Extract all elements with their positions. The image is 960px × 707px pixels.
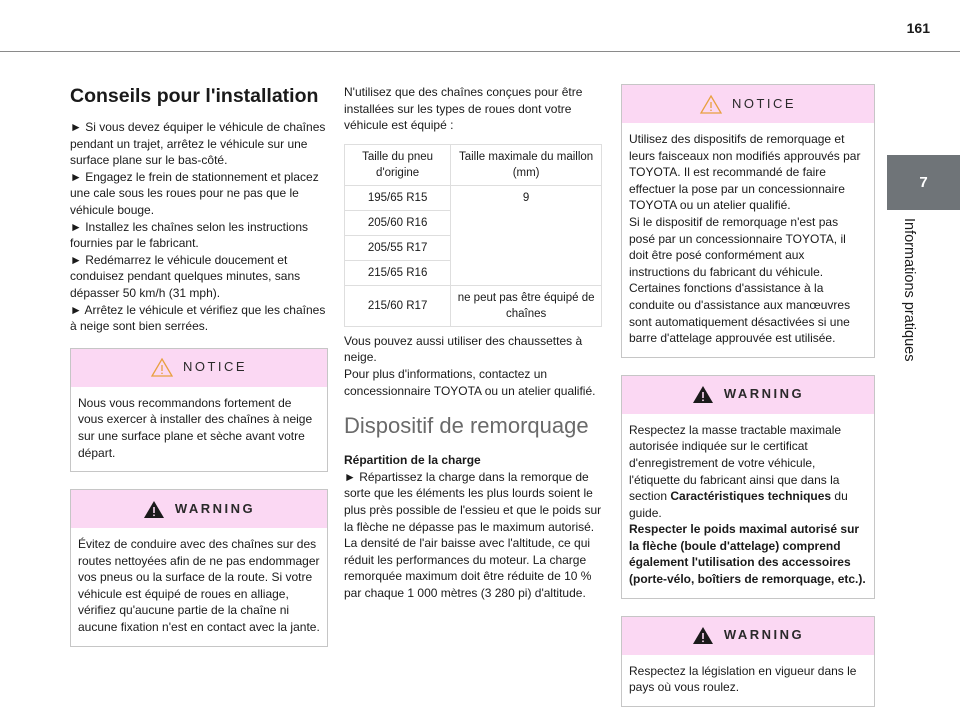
table-header-tire-size: Taille du pneu d'origine: [345, 144, 451, 185]
table-header-link-size: Taille maximale du maillon (mm): [451, 144, 602, 185]
chains-intro: N'utilisez que des chaînes conçues pour être installées sur les types de roues dont votre véhicule est équipé :: [344, 85, 583, 133]
step-5: ► Arrêtez le véhicule et vérifiez que les chaînes à neige sont bien serrées.: [70, 302, 326, 334]
column-3: [621, 84, 875, 707]
notice-title: NOTICE: [182, 359, 248, 375]
notice-title: NOTICE: [731, 95, 797, 111]
notice-paragraph: Si le dispositif de remorquage n'est pas posé par un concessionnaire TOYOTA, il doit être posé conformément aux instructions du fabricant du véhicule.: [629, 214, 846, 279]
section-title-towing: Dispositif de remorquage: [344, 413, 589, 439]
warning-header: [71, 490, 327, 528]
column-1: [70, 84, 328, 647]
notice-header: [622, 85, 874, 123]
load-text: ► Répartissez la charge dans la remorque de sorte que les éléments les plus lourds soient le plus près possible de l'essieu et que le poids sur la flèche ne dépasse pas le maximum autorisé.: [344, 469, 602, 534]
warning-link-specs: Caractéristiques techniques: [670, 489, 832, 504]
section-title-installation: Conseils pour l'installation: [70, 85, 319, 107]
warning-box: [70, 489, 328, 647]
notice-triangle-icon: [151, 358, 173, 377]
warning-triangle-icon: [692, 626, 714, 645]
warning-body: [622, 414, 874, 598]
warning-title: WARNING: [174, 500, 256, 516]
notice-box-towing: [621, 84, 875, 358]
notice-paragraph: Certaines fonctions d'assistance à la conduite ou d'assistance aux manœuvres sont automatiquement désactivées si une barre d'attelage approuvée est utilisée.: [629, 281, 851, 346]
altitude-text: La densité de l'air baisse avec l'altitude, ce qui réduit les performances du moteur. La charge remorquée maximum doit être réduite de 10 % par chaque 1 000 mètres (3 280 pi) d'altitude.: [344, 536, 592, 600]
warning-header: [622, 617, 874, 655]
chapter-label: Informations pratiques: [901, 218, 917, 362]
warning-box-towing-mass: [621, 375, 875, 599]
step-1: ► Si vous devez équiper le véhicule de chaînes pendant un trajet, arrêtez le véhicule sur une surface plane sur le bas-côté.: [70, 120, 326, 168]
notice-box: [70, 348, 328, 472]
warning-text-c: du guide.: [629, 489, 848, 520]
warning-text-a: Respectez la masse tractable maximale autorisée indiquée sur le certificat d'enregistrement de votre véhicule, l'étiquette du fabricant ainsi que dans la section: [629, 422, 842, 504]
header-rule: [0, 51, 960, 52]
warning-bold-paragraph: Respecter le poids maximal autorisé sur la flèche (boule d'attelage) comprend également l'utilisation des accessoires (porte-vélo, boîtiers de remorquage, etc.).: [629, 522, 866, 587]
step-4: ► Redémarrez le véhicule doucement et conduisez pendant quelques minutes, sans dépasser 50 km/h (31 mph).: [70, 252, 301, 300]
warning-header: [622, 376, 874, 414]
table-cell-size: 205/60 R16: [345, 210, 451, 235]
notice-triangle-icon: [700, 95, 722, 114]
warning-triangle-icon: [143, 500, 165, 519]
warning-text: Évitez de conduire avec des chaînes sur des routes nettoyées afin de ne pas endommager vos pneus ou la surface de la route. Si votre véhicule est équipé de roues en alliage, vérifiez qu'aucune partie de la chaîne ni aucune fixation n'est en contact avec la jante.: [78, 537, 320, 635]
table-cell-link-value: ne peut pas être équipé de chaînes: [451, 285, 602, 326]
table-row: [345, 285, 602, 326]
warning-title: WARNING: [723, 386, 805, 402]
column-2: [344, 84, 602, 602]
warning-paragraph: [629, 422, 867, 522]
warning-text: Respectez la législation en vigueur dans le pays où vous roulez.: [629, 663, 857, 695]
page-number: 161: [906, 20, 930, 36]
table-header-row: [345, 144, 602, 185]
contact-text: Pour plus d'informations, contactez un concessionnaire TOYOTA ou un atelier qualifié.: [344, 366, 596, 398]
table-cell-size: 205/55 R17: [345, 235, 451, 260]
notice-body: [622, 123, 874, 357]
load-title: Répartition de la charge: [344, 453, 481, 468]
table-row: [345, 185, 602, 210]
warning-triangle-icon: [692, 385, 714, 404]
warning-box-legislation: [621, 616, 875, 707]
notice-header: [71, 349, 327, 387]
chain-size-table: [344, 144, 602, 327]
table-cell-link-value: 9: [451, 185, 602, 285]
warning-title: WARNING: [723, 627, 805, 643]
table-cell-size: 195/65 R15: [345, 185, 451, 210]
table-cell-size: 215/65 R16: [345, 260, 451, 285]
notice-paragraph: Utilisez des dispositifs de remorquage et leurs faisceaux non modifiés approuvés par TOYOTA. Il est recommandé de faire effectuer la pose par un concessionnaire TOYOTA ou un atelier qualifié.: [629, 132, 861, 213]
chapter-tab[interactable]: 7: [887, 155, 960, 210]
table-cell-size: 215/60 R17: [345, 285, 451, 326]
step-3: ► Installez les chaînes selon les instructions fournies par le fabricant.: [70, 219, 308, 251]
notice-text: Nous vous recommandons fortement de vous exercer à installer des chaînes à neige sur une surface plane et sèche avant votre départ.: [78, 395, 313, 460]
socks-text: Vous pouvez aussi utiliser des chaussettes à neige.: [344, 333, 583, 365]
step-2: ► Engagez le frein de stationnement et placez une cale sous les roues pour ne pas que le véhicule bouge.: [70, 169, 319, 217]
